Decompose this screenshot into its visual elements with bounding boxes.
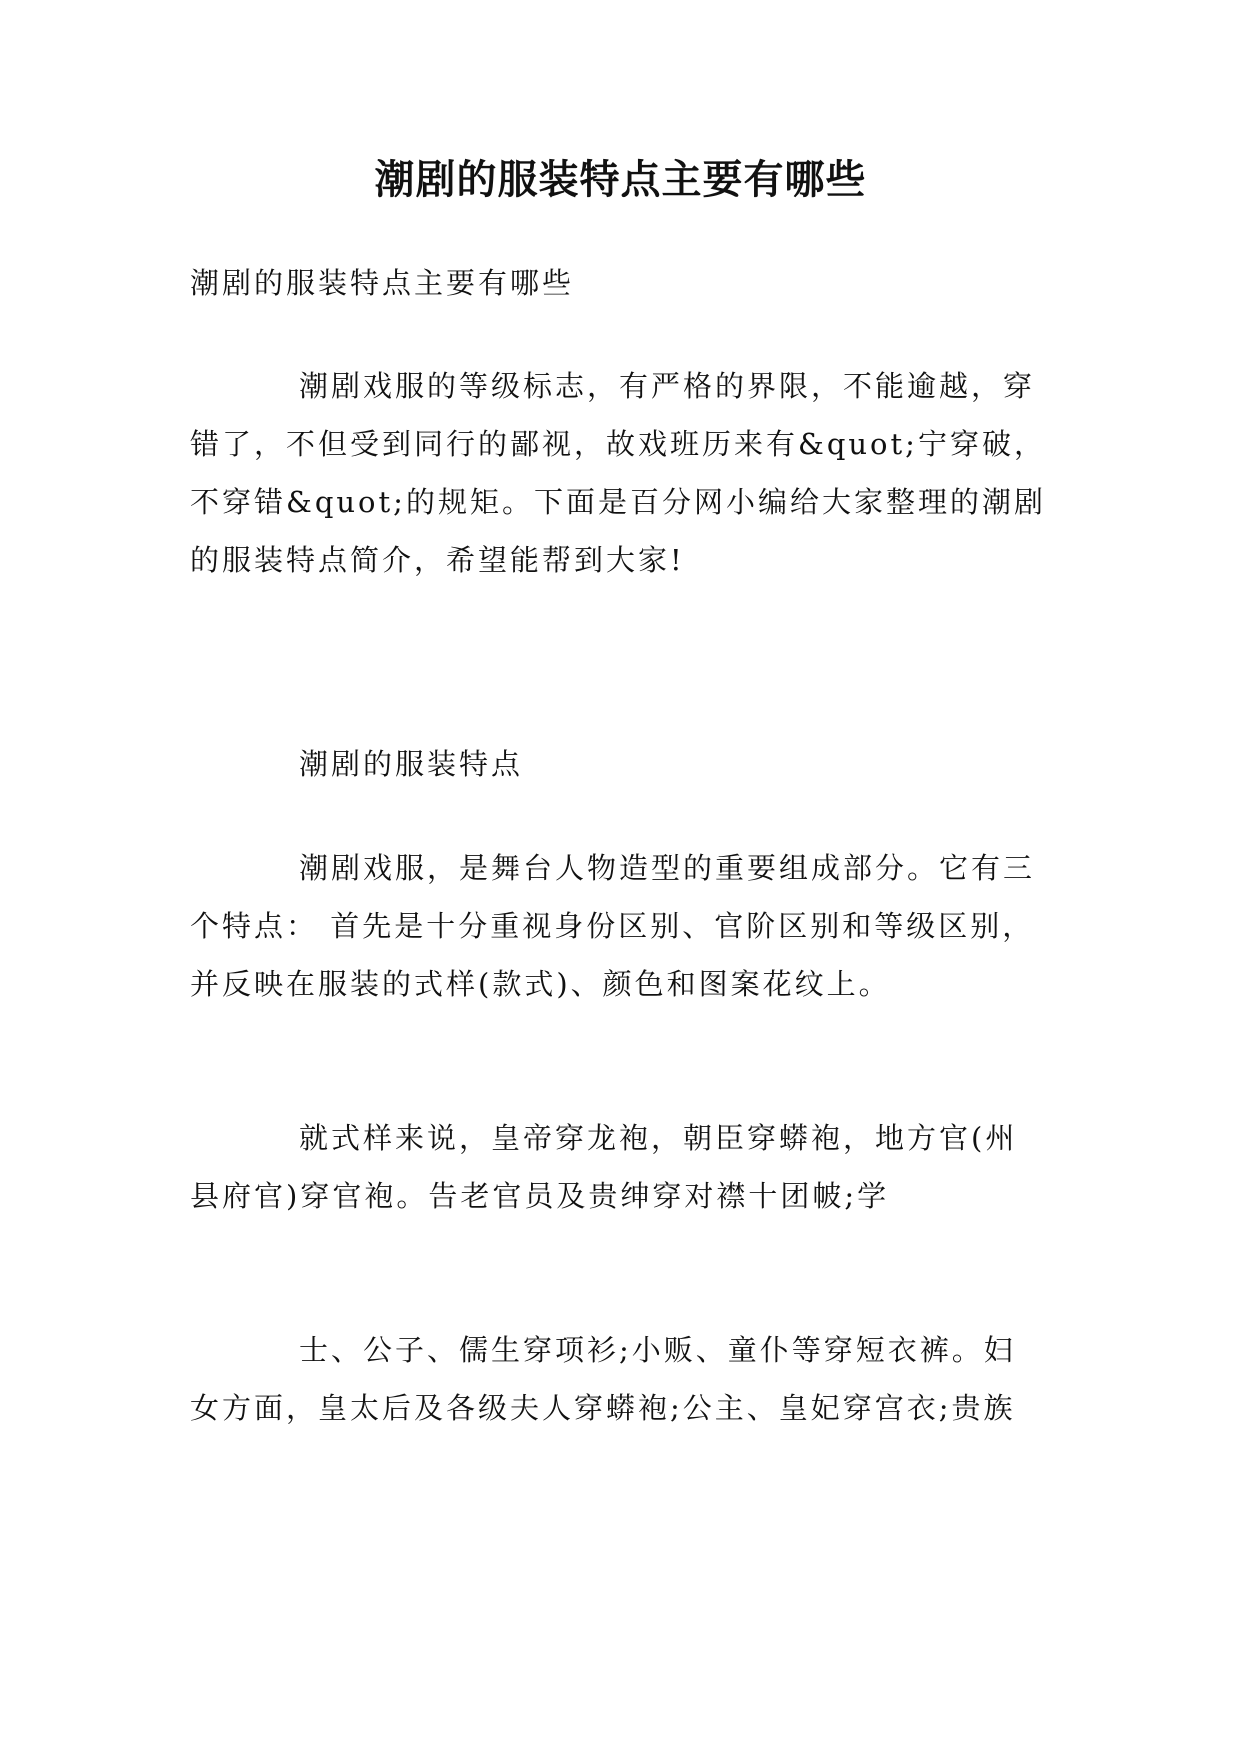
paragraph-line: 潮剧戏服的等级标志，有严格的界限，不能逾越，穿 (299, 369, 1036, 403)
paragraph-line: 不穿错&quot;的规矩。下面是百分网小编给大家整理的潮剧 (190, 485, 1046, 519)
paragraph-line: 潮剧戏服，是舞台人物造型的重要组成部分。它有三 (299, 851, 1036, 885)
subtitle-line: 潮剧的服装特点主要有哪些 (190, 266, 575, 300)
paragraph-line: 并反映在服装的式样(款式)、颜色和图案花纹上。 (190, 967, 891, 1001)
section-heading-text: 潮剧的服装特点 (299, 747, 524, 781)
paragraph-scholars (190, 1321, 1065, 1437)
document-title: 潮剧的服装特点主要有哪些 (374, 156, 867, 203)
paragraph-line: 县府官)穿官袍。告老官员及贵绅穿对襟十团帔;学 (190, 1179, 890, 1213)
paragraph-line: 就式样来说，皇帝穿龙袍，朝臣穿蟒袍，地方官(州 (299, 1121, 1018, 1155)
paragraph-line: 的服装特点简介，希望能帮到大家! (190, 543, 685, 577)
paragraph-line: 个特点： 首先是十分重视身份区别、官阶区别和等级区别， (190, 909, 1035, 943)
section-heading (190, 735, 1065, 793)
paragraph-styles (190, 1109, 1065, 1225)
paragraph-line: 女方面，皇太后及各级夫人穿蟒袍;公主、皇妃穿宫衣;贵族 (190, 1391, 1016, 1425)
document-subtitle (190, 254, 1065, 312)
paragraph-features (190, 839, 1065, 1013)
paragraph-line: 士、公子、儒生穿项衫;小贩、童仆等穿短衣裤。妇 (299, 1333, 1016, 1367)
paragraph-line: 错了，不但受到同行的鄙视，故戏班历来有&quot;宁穿破， (190, 427, 1046, 461)
paragraph-intro (190, 357, 1065, 589)
